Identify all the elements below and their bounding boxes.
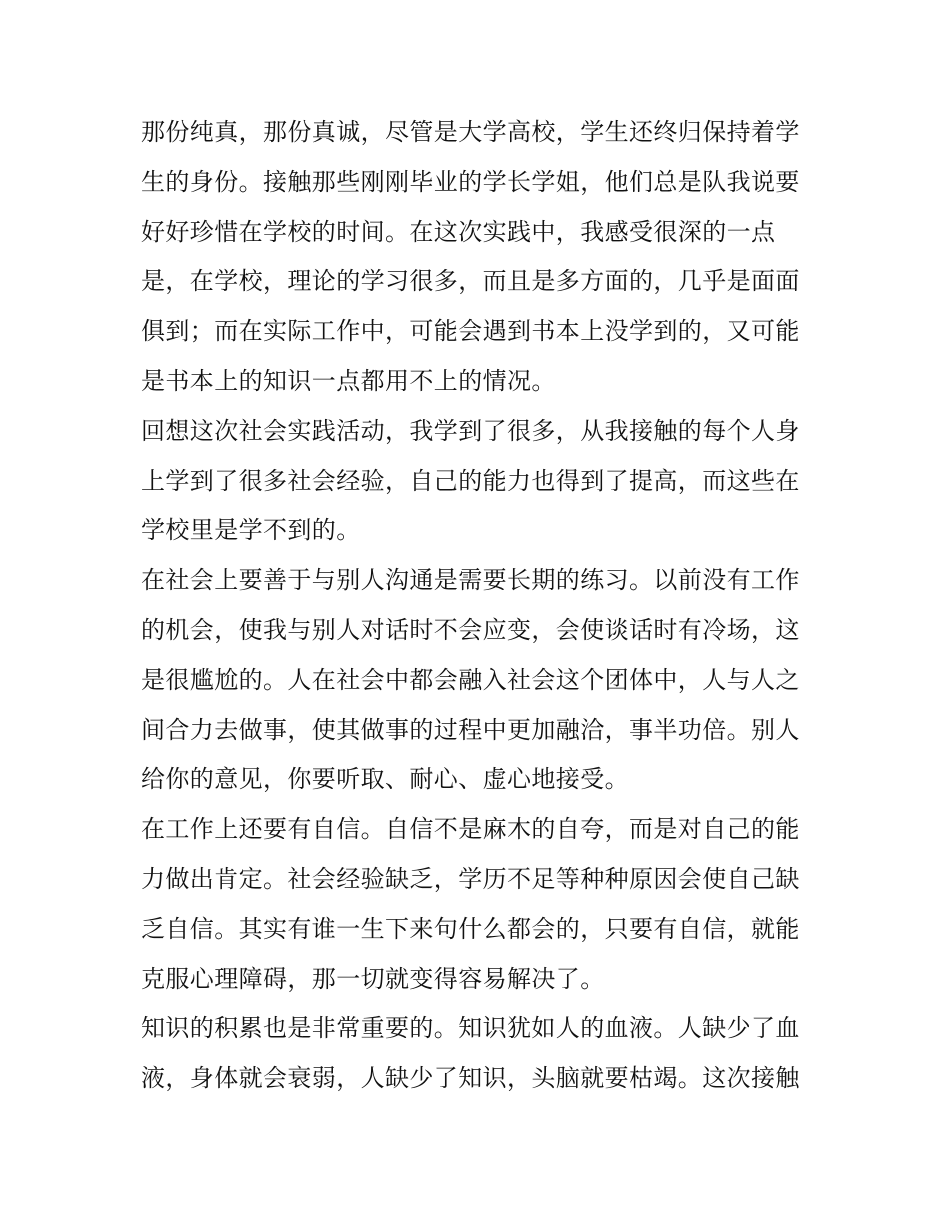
- text-line: 是很尴尬的。人在社会中都会融入社会这个团体中，人与人之: [141, 665, 800, 694]
- text-line: 学校里是学不到的。: [141, 516, 361, 545]
- text-line: 生的身份。接触那些刚刚毕业的学长学姐，他们总是队我说要: [141, 167, 800, 196]
- text-line: 的机会，使我与别人对话时不会应变，会使谈话时有冷场，这: [141, 615, 800, 644]
- text-line: 在社会上要善于与别人沟通是需要长期的练习。以前没有工作: [141, 566, 800, 595]
- text-line: 那份纯真，那份真诚，尽管是大学高校，学生还终归保持着学: [141, 118, 800, 146]
- paragraph-5: [141, 1004, 813, 1104]
- text-line: 好好珍惜在学校的时间。在这次实践中，我感受很深的一点: [141, 217, 776, 246]
- text-line: 间合力去做事，使其做事的过程中更加融洽，事半功倍。别人: [141, 715, 800, 744]
- text-line: 在工作上还要有自信。自信不是麻木的自夸，而是对自己的能: [141, 815, 800, 844]
- text-line: 克服心理障碍，那一切就变得容易解决了。: [141, 964, 605, 993]
- paragraph-2: [141, 407, 813, 556]
- text-line: 上学到了很多社会经验，自己的能力也得到了提高，而这些在: [141, 466, 800, 495]
- document-body: [141, 108, 813, 1104]
- text-line: 力做出肯定。社会经验缺乏，学历不足等种种原因会使自己缺: [141, 864, 800, 893]
- paragraph-4: [141, 805, 813, 1004]
- text-line: 是书本上的知识一点都用不上的情况。: [141, 366, 556, 395]
- text-line: 回想这次社会实践活动，我学到了很多，从我接触的每个人身: [141, 416, 800, 445]
- paragraph-1: [141, 108, 813, 407]
- text-line: 俱到；而在实际工作中，可能会遇到书本上没学到的，又可能: [141, 317, 800, 346]
- text-line: 液，身体就会衰弱，人缺少了知识，头脑就要枯竭。这次接触: [141, 1064, 800, 1093]
- text-line: 给你的意见，你要听取、耐心、虚心地接受。: [141, 765, 629, 794]
- text-line: 乏自信。其实有谁一生下来句什么都会的，只要有自信，就能: [141, 914, 800, 943]
- text-line: 是，在学校，理论的学习很多，而且是多方面的，几乎是面面: [141, 267, 800, 296]
- paragraph-3: [141, 556, 813, 805]
- text-line: 知识的积累也是非常重要的。知识犹如人的血液。人缺少了血: [141, 1014, 800, 1043]
